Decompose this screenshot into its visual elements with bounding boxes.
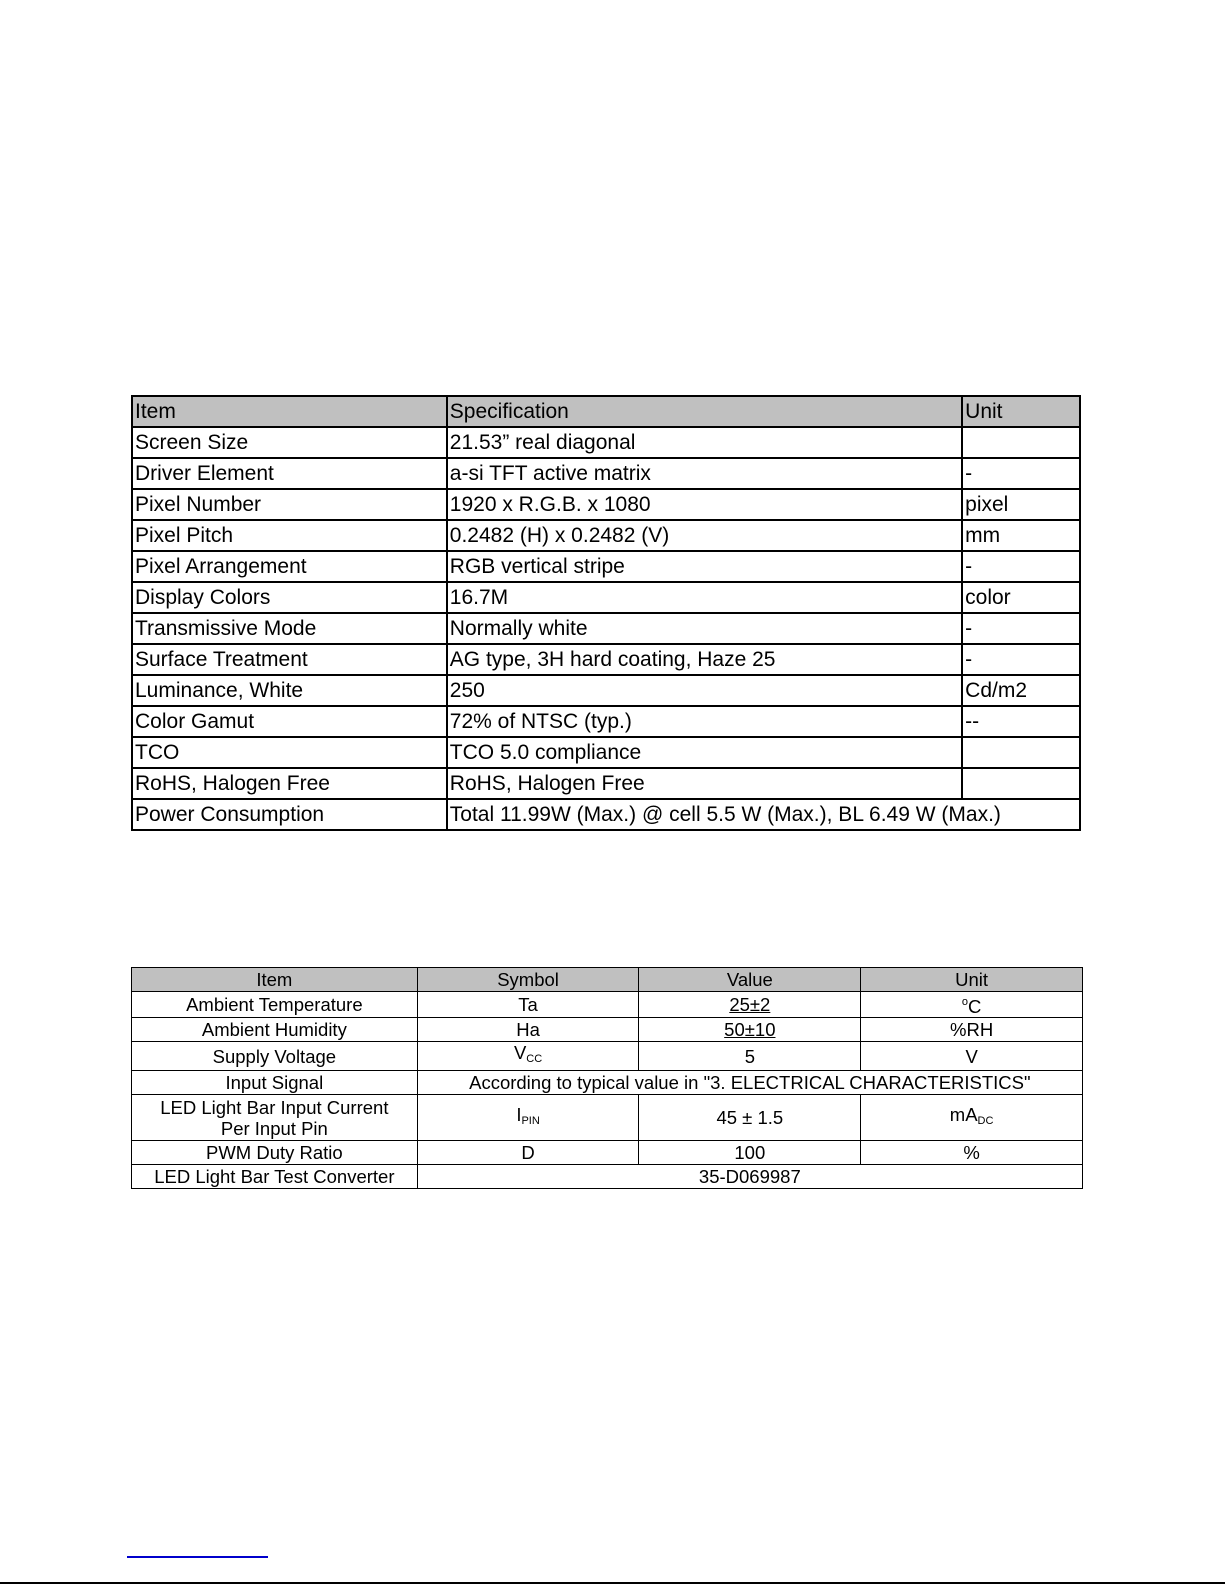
table-row [132, 582, 1080, 613]
degree-sign: o [961, 996, 968, 1008]
unit-cell: pixel [962, 489, 1080, 520]
unit-cell [962, 427, 1080, 458]
item-cell: Transmissive Mode [132, 613, 447, 644]
unit-text: mA [949, 1103, 978, 1125]
table-row [132, 644, 1080, 675]
symbol-cell: Ha [417, 1018, 639, 1042]
unit-cell [962, 768, 1080, 799]
specification-cell: 16.7M [447, 582, 962, 613]
table-row [132, 1095, 1083, 1141]
item-cell: Pixel Number [132, 489, 447, 520]
specification-cell: Total 11.99W (Max.) @ cell 5.5 W (Max.), BL 6.49 W (Max.) [447, 799, 1080, 830]
item-cell: Display Colors [132, 582, 447, 613]
unit-cell: - [962, 458, 1080, 489]
value-cell: 35-D069987 [417, 1165, 1082, 1189]
table-row [132, 706, 1080, 737]
specification-cell: RGB vertical stripe [447, 551, 962, 582]
header-cell: Unit [861, 968, 1083, 992]
table-row [132, 737, 1080, 768]
specification-cell: RoHS, Halogen Free [447, 768, 962, 799]
value-cell: 45 ± 1.5 [639, 1095, 861, 1141]
unit-cell [962, 737, 1080, 768]
value-text: 50±10 [724, 1019, 776, 1040]
header-cell: Item [132, 968, 418, 992]
item-cell: Pixel Arrangement [132, 551, 447, 582]
specification-cell: 21.53” real diagonal [447, 427, 962, 458]
item-cell: Surface Treatment [132, 644, 447, 675]
item-cell: LED Light Bar Test Converter [132, 1165, 418, 1189]
table-row [132, 489, 1080, 520]
table-row [132, 613, 1080, 644]
table-row [132, 675, 1080, 706]
table-row [132, 458, 1080, 489]
unit-cell: mm [962, 520, 1080, 551]
item-line-1: LED Light Bar Input Current [160, 1096, 389, 1118]
unit-cell: - [962, 551, 1080, 582]
unit-cell: - [962, 644, 1080, 675]
table-row [132, 427, 1080, 458]
symbol-subscript: CC [526, 1053, 543, 1065]
header-cell: Unit [962, 396, 1080, 427]
item-cell: Ambient Temperature [132, 992, 418, 1018]
item-cell: PWM Duty Ratio [132, 1141, 418, 1165]
header-cell: Specification [447, 396, 962, 427]
item-cell [132, 1095, 418, 1141]
value-cell: 5 [639, 1042, 861, 1071]
item-cell: Input Signal [132, 1071, 418, 1095]
item-cell: Color Gamut [132, 706, 447, 737]
table-header-row [132, 396, 1080, 427]
unit-cell [861, 992, 1083, 1018]
table-row [132, 992, 1083, 1018]
unit-cell: % [861, 1141, 1083, 1165]
item-line-2: Per Input Pin [220, 1117, 328, 1139]
page-bottom-border [0, 1582, 1225, 1584]
unit-cell: V [861, 1042, 1083, 1071]
symbol-cell [417, 1042, 639, 1071]
symbol-text: I [516, 1103, 522, 1125]
table-row [132, 1071, 1083, 1095]
item-cell: Screen Size [132, 427, 447, 458]
unit-text: C [967, 996, 982, 1017]
header-cell: Symbol [417, 968, 639, 992]
item-cell: TCO [132, 737, 447, 768]
item-cell: RoHS, Halogen Free [132, 768, 447, 799]
unit-cell: color [962, 582, 1080, 613]
specification-cell: 250 [447, 675, 962, 706]
item-cell: Luminance, White [132, 675, 447, 706]
symbol-cell: D [417, 1141, 639, 1165]
specification-table [131, 395, 1081, 831]
item-cell: Power Consumption [132, 799, 447, 830]
unit-cell: %RH [861, 1018, 1083, 1042]
unit-subscript: DC [977, 1114, 994, 1127]
unit-cell [861, 1095, 1083, 1141]
specification-cell: Normally white [447, 613, 962, 644]
table-row [132, 799, 1080, 830]
unit-cell: -- [962, 706, 1080, 737]
table-row [132, 1042, 1083, 1071]
table-row [132, 520, 1080, 551]
symbol-cell [417, 1095, 639, 1141]
value-cell [639, 992, 861, 1018]
item-cell: Ambient Humidity [132, 1018, 418, 1042]
footnote-separator [127, 1556, 268, 1558]
specification-cell: a-si TFT active matrix [447, 458, 962, 489]
item-cell: Driver Element [132, 458, 447, 489]
symbol-subscript: PIN [521, 1114, 540, 1127]
value-cell: 100 [639, 1141, 861, 1165]
value-cell [639, 1018, 861, 1042]
value-text: 25±2 [729, 994, 771, 1015]
specification-cell: 72% of NTSC (typ.) [447, 706, 962, 737]
table-header-row [132, 968, 1083, 992]
item-cell: Pixel Pitch [132, 520, 447, 551]
specification-cell: 0.2482 (H) x 0.2482 (V) [447, 520, 962, 551]
specification-cell: AG type, 3H hard coating, Haze 25 [447, 644, 962, 675]
symbol-cell: Ta [417, 992, 639, 1018]
header-cell: Value [639, 968, 861, 992]
unit-cell: - [962, 613, 1080, 644]
unit-cell: Cd/m2 [962, 675, 1080, 706]
table-row [132, 1165, 1083, 1189]
table-row [132, 1018, 1083, 1042]
specification-cell: 1920 x R.G.B. x 1080 [447, 489, 962, 520]
table-row [132, 551, 1080, 582]
value-cell: According to typical value in "3. ELECTRICAL CHARACTERISTICS" [417, 1071, 1082, 1095]
symbol-text: V [513, 1042, 527, 1063]
header-cell: Item [132, 396, 447, 427]
specification-cell: TCO 5.0 compliance [447, 737, 962, 768]
item-cell: Supply Voltage [132, 1042, 418, 1071]
test-conditions-table [131, 967, 1083, 1189]
table-row [132, 768, 1080, 799]
table-row [132, 1141, 1083, 1165]
